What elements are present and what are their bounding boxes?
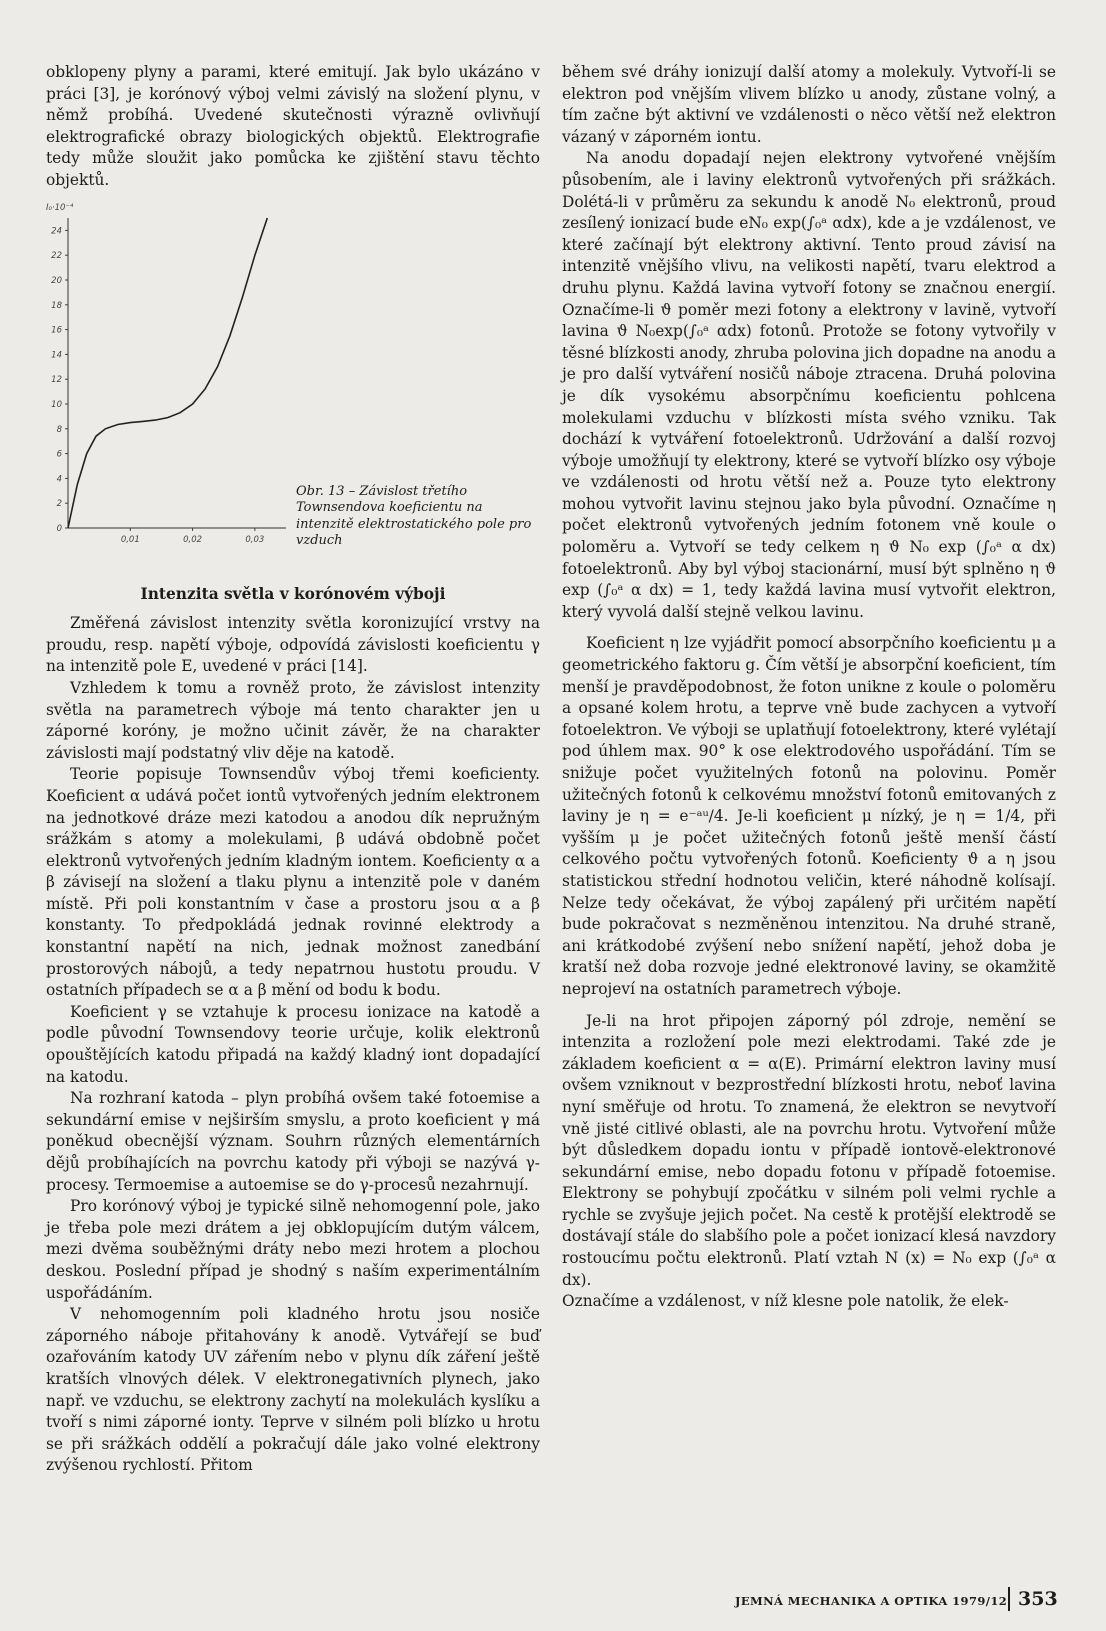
section-title: Intenzita světla v korónovém výboji	[140, 584, 446, 603]
y-axis-label: I₀·10⁻⁴	[46, 202, 74, 213]
page-number: 353	[1008, 1587, 1058, 1611]
paragraph: Označíme a vzdálenost, v níž klesne pole natolik, že elek-	[562, 1292, 1009, 1311]
paragraph: obklopeny plyny a parami, které emitují. Jak bylo ukázáno v práci [3], je korónový výboj velmi závislý na složení plynu, v němž probíhá. Uvedené skutečnosti výrazně ovlivňují elektrografické obrazy biologických objektů. Elektrografie tedy může sloužit jako pomůcka ke zjištění stavu těchto objektů.	[46, 63, 540, 189]
y-tick-label: 8	[56, 424, 62, 435]
y-tick-label: 6	[56, 449, 62, 460]
paragraph: Na anodu dopadají nejen elektrony vytvořené vnějším působením, ale i laviny elektronů vytvořených při srážkách. Dolétá-li v průměru za sekundu k anodě N₀ elektronů, proud zesílený ionizací bude eN₀ exp(∫₀ᵃ αdx), kde a je vzdálenost, ve které začínají být elektrony aktivní. Tento proud závisí na intenzitě vnějšího vlivu, na velikosti napětí, tvaru elektrod a druhu plynu. Každá lavina vytvoří fotony se značnou energií. Označíme-li ϑ poměr mezi fotony a elektrony v lavině, vytvoří lavina ϑ N₀exp(∫₀ᵃ αdx) fotonů. Protože se fotony vytvořily v těsné blízkosti anody, zhruba polovina jich dopadne na anodu a je pro další vytváření nosičů náboje ztracena. Druhá polovina je dík vysokému absorpčnímu koeficientu pohlcena molekulami vzduchu v blízkosti místa svého vzniku. Tak dochází k vytváření fotoelektronů. Udržování a další rozvoj výboje umožňují ty elektrony, které se vytvoří blízko osy výboje ve vzdálenosti od hrotu větší než a. Pouze tyto elektrony mohou vytvořit lavinu stejnou jako byla původní. Označíme η počet elektronů vytvořených jedním fotonem vně koule o poloměru a. Vytvoří se tedy celkem η ϑ N₀ exp (∫₀ᵃ α dx) fotoelektronů. Aby byl výboj stacionární, musí být splněno η ϑ exp (∫₀ᵃ α dx) = 1, tedy každá lavina musí vytvořit elektron, který vyvolá další stejně velkou lavinu.	[562, 149, 1056, 621]
y-tick-label: 14	[51, 349, 62, 360]
left-column	[46, 62, 540, 1477]
y-tick-label: 2	[56, 498, 62, 509]
y-tick-label: 20	[51, 275, 62, 286]
y-tick-label: 22	[51, 250, 62, 261]
paragraph: V nehomogenním poli kladného hrotu jsou nosiče záporného náboje přitahovány k anodě. Vytvářejí se buď ozařováním katody UV zářením nebo v plynu dík záření ještě kratších vlnových délek. V elektronegativních plynech, jako např. ve vzduchu, se elektrony zachytí na molekulách kyslíku a tvoří s nimi záporné ionty. Teprve v silném poli blízko u hrotu se při srážkách oddělí a pokračují dále jako volné elektrony zvýšenou rychlostí. Přitom	[46, 1305, 540, 1475]
paragraph: během své dráhy ionizují další atomy a molekuly. Vytvoří-li se elektron pod vnějším vlivem blízko u anody, zůstane volný, a tím začne být aktivní ve vzdálenosti o něco větší než elektron vázaný v záporném iontu.	[562, 63, 1056, 146]
y-tick-label: 18	[51, 300, 62, 311]
x-tick-label: 0,02	[183, 534, 203, 545]
y-tick-label: 24	[51, 225, 62, 236]
y-tick-label: 12	[51, 374, 62, 385]
paragraph: Na rozhraní katoda – plyn probíhá ovšem také fotoemise a sekundární emise v nejširším smyslu, a proto koeficient γ má poněkud obecnější význam. Souhrn různých elementárních dějů probíhajících na povrchu katody při výboji se nazývá γ-procesy. Termoemise a autoemise se do γ-procesů nezahrnují.	[46, 1089, 540, 1194]
y-tick-label: 16	[51, 325, 62, 336]
y-tick-label: 4	[56, 473, 62, 484]
paragraph: Změřená závislost intenzity světla koronizující vrstvy na proudu, resp. napětí výboje, odpovídá závislosti koeficientu γ na intenzitě pole E, uvedené v práci [14].	[46, 614, 540, 676]
x-tick-label: 0,01	[120, 534, 140, 545]
figure-caption: Obr. 13 – Závislost třetího Townsendova koeficientu na intenzitě elektrostatického pole pro vzduch	[296, 483, 532, 549]
paragraph: Teorie popisuje Townsendův výboj třemi koeficienty. Koeficient α udává počet iontů vytvořených jedním elektronem na jednotkové dráze mezi katodou a anodou dík nepružným srážkám s atomy a molekulami, β udává obdobně počet elektronů vytvořených jedním kladným iontem. Koeficienty α a β závisejí na složení a tlaku plynu a intenzitě pole v daném místě. Při poli konstantním v čase a prostoru jsou α a β konstanty. To předpokládá jednak rovinné elektrody a konstantní napětí na nich, jednak možnost zanedbání prostorových nábojů, a tedy nepatrnou hustotu proudu. V ostatních případech se α a β mění od bodu k bodu.	[46, 765, 540, 1000]
figure-13	[46, 198, 540, 578]
x-tick-label: 0,03	[245, 534, 265, 545]
paragraph: Koeficient η lze vyjádřit pomocí absorpčního koeficientu μ a geometrického faktoru g. Čím větší je absorpční koeficient, tím menší je pravděpodobnost, že foton unikne z koule o poloměru a opsané kolem hrotu, a teprve vně bude zachycen a vytvoří fotoelektron. Ve výboji se uplatňují fotoelektrony, které vylétají pod úhlem max. 90° k ose elektrodového uspořádání. Tím se snižuje počet využitelných fotonů na polovinu. Poměr užitečných fotonů k celkovému množství fotonů emitovaných z laviny je η = e⁻ᵃᵘ/4. Je-li koeficient μ nízký, je η = 1/4, při vyšším μ je počet užitečných fotonů ještě menší částí celkového počtu vytvořených fotonů. Koeficienty ϑ a η jsou statistickou střední hodnotou veličin, které náhodně kolísají. Nelze tedy očekávat, že výboj zapálený při určitém napětí bude pokračovat s nezměněnou intenzitou. Na druhé straně, ani krátkodobé zvýšení nebo snížení napětí, jehož doba je kratší než doba rozvoje jedné elektronové laviny, se okamžitě neprojeví na ostatních parametrech výboje.	[562, 634, 1056, 998]
paragraph: Pro korónový výboj je typické silně nehomogenní pole, jako je třeba pole mezi drátem a jej obklopujícím dutým válcem, mezi dvěma souběžnými dráty nebo mezi hrotem a plochou deskou. Poslední případ je shodný s naším experimentálním uspořádáním.	[46, 1197, 540, 1302]
right-column	[562, 62, 1056, 1313]
y-tick-label: 10	[51, 399, 62, 410]
series-line	[68, 218, 267, 528]
paragraph: Vzhledem k tomu a rovněž proto, že závislost intenzity světla na parametrech výboje má tento charakter jen u záporné koróny, je možno učinit závěr, že na charakter závislosti mají podstatný vliv děje na katodě.	[46, 678, 540, 762]
journal-footer: JEMNÁ MECHANIKA A OPTIKA 1979/12	[735, 1594, 1008, 1608]
y-tick-label: 0	[56, 523, 62, 534]
paragraph: Koeficient γ se vztahuje k procesu ionizace na katodě a podle původní Townsendovy teorie určuje, kolik elektronů opouštějících katodu připadá na každý kladný iont dopadající na katodu.	[46, 1002, 540, 1086]
paragraph: Je-li na hrot připojen záporný pól zdroje, nemění se intenzita a rozložení pole mezi elektrodami. Také zde je základem koeficient α = α(E). Primární elektron laviny musí ovšem vzniknout v bezprostřední blízkosti hrotu, neboť lavina nyní směřuje od hrotu. To znamená, že elektron se nevytvoří vně jisté citlivé oblasti, ale na povrchu hrotu. Vytvoření může být důsledkem dopadu iontu v případě iontově-elektronové sekundární emise, nebo dopadu fotonu v případě fotoemise. Elektrony se pohybují zpočátku v silném poli velmi rychle a rychle se zvyšuje jejich počet. Na cestě k protější elektrodě se dostávají stále do slabšího pole a počet ionizací klesá navzdory rostoucímu počtu elektronů. Platí vztah N (x) = N₀ exp (∫₀ᵃ α dx).	[562, 1011, 1056, 1289]
